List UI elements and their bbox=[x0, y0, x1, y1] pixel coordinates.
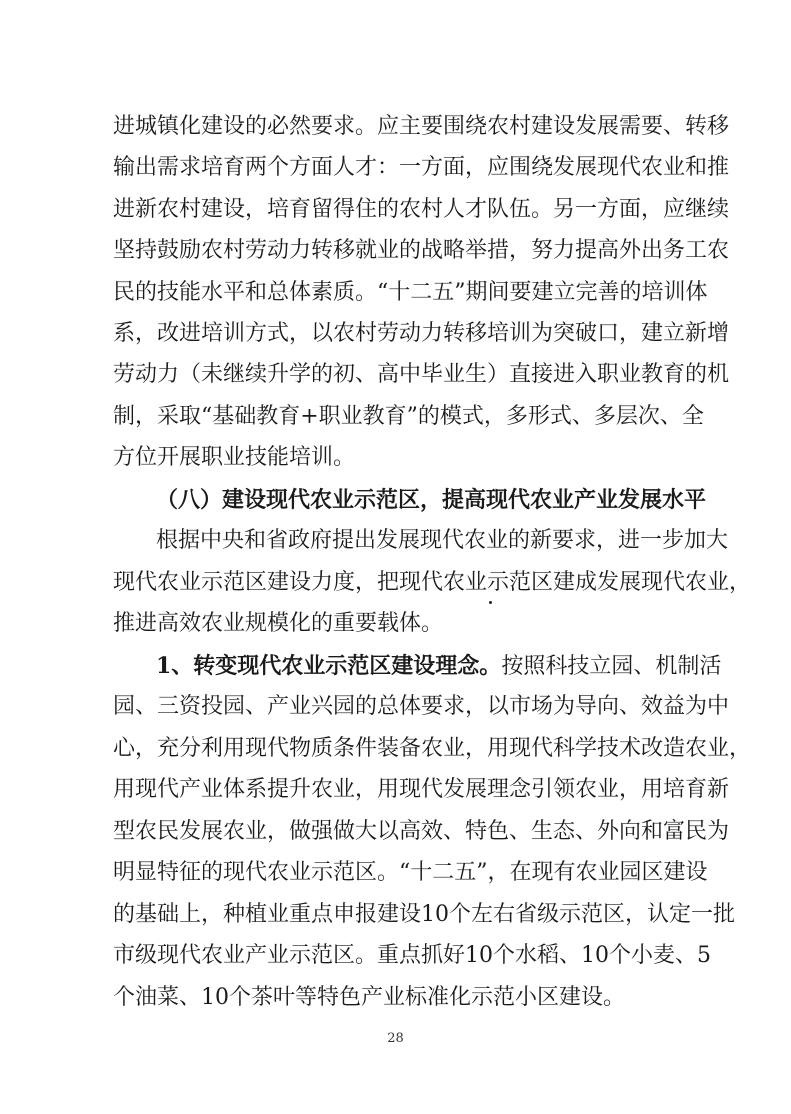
paragraph-1-line-6: 系，改进培训方式，以农村劳动力转移培训为突破口，建立新增 bbox=[113, 321, 730, 346]
paragraph-1-line-2: 输出需求培育两个方面人才：一方面，应围绕发展现代农业和推 bbox=[113, 155, 730, 180]
paragraph-1-line-4: 坚持鼓励农村劳动力转移就业的战略举措，努力提高外出务工农 bbox=[113, 238, 730, 263]
paragraph-1-line-1: 进城镇化建设的必然要求。应主要围绕农村建设发展需要、转移 bbox=[113, 114, 730, 139]
paragraph-2-line-2: 现代农业示范区建设力度，把现代农业示范区建成发展现代农业， bbox=[113, 570, 752, 595]
section-heading: （八）建设现代农业示范区，提高现代农业产业发展水平 bbox=[156, 487, 707, 513]
paragraph-3-line-7: 的基础上，种植业重点申报建设10个左右省级示范区，认定一批 bbox=[113, 902, 735, 927]
paragraph-2-line-1: 根据中央和省政府提出发展现代农业的新要求，进一步加大 bbox=[156, 528, 729, 553]
paragraph-3-lead: 1、转变现代农业示范区建设理念。 bbox=[156, 653, 502, 679]
paragraph-3-line-8: 市级现代农业产业示范区。重点抓好10个水稻、10个小麦、5 bbox=[113, 943, 711, 968]
paragraph-3-line-1 bbox=[156, 649, 722, 689]
paragraph-3-line-2: 园、三资投园、产业兴园的总体要求，以市场为导向、效益为中 bbox=[113, 694, 730, 719]
paragraph-1-line-9: 方位开展职业技能培训。 bbox=[113, 445, 356, 470]
paragraph-3-line-1-rest: 按照科技立园、机制活 bbox=[501, 654, 722, 679]
paragraph-1-line-3: 进新农村建设，培育留得住的农村人才队伍。另一方面，应继续 bbox=[113, 197, 730, 222]
paragraph-3-line-5: 型农民发展农业，做强做大以高效、特色、生态、外向和富民为 bbox=[113, 819, 730, 844]
paragraph-2-line-3: 推进高效农业规模化的重要载体。 bbox=[113, 611, 444, 636]
page-number: 28 bbox=[387, 1031, 404, 1046]
paragraph-1-line-8: 制，采取“基础教育+职业教育”的模式，多形式、多层次、全 bbox=[113, 404, 704, 429]
paragraph-1-line-5: 民的技能水平和总体素质。“十二五”期间要建立完善的培训体 bbox=[113, 280, 708, 305]
paragraph-3-line-4: 用现代产业体系提升农业，用现代发展理念引领农业，用培育新 bbox=[113, 777, 730, 802]
paragraph-3-line-6: 明显特征的现代农业示范区。“十二五”，在现有农业园区建设 bbox=[113, 860, 708, 885]
paragraph-1-line-7: 劳动力（未继续升学的初、高中毕业生）直接进入职业教育的机 bbox=[113, 362, 730, 387]
scan-speck bbox=[489, 601, 492, 604]
paragraph-3-line-3: 心，充分利用现代物质条件装备农业，用现代科学技术改造农业， bbox=[113, 736, 752, 761]
paragraph-3-line-9: 个油菜、10个茶叶等特色产业标准化示范小区建设。 bbox=[113, 985, 625, 1010]
